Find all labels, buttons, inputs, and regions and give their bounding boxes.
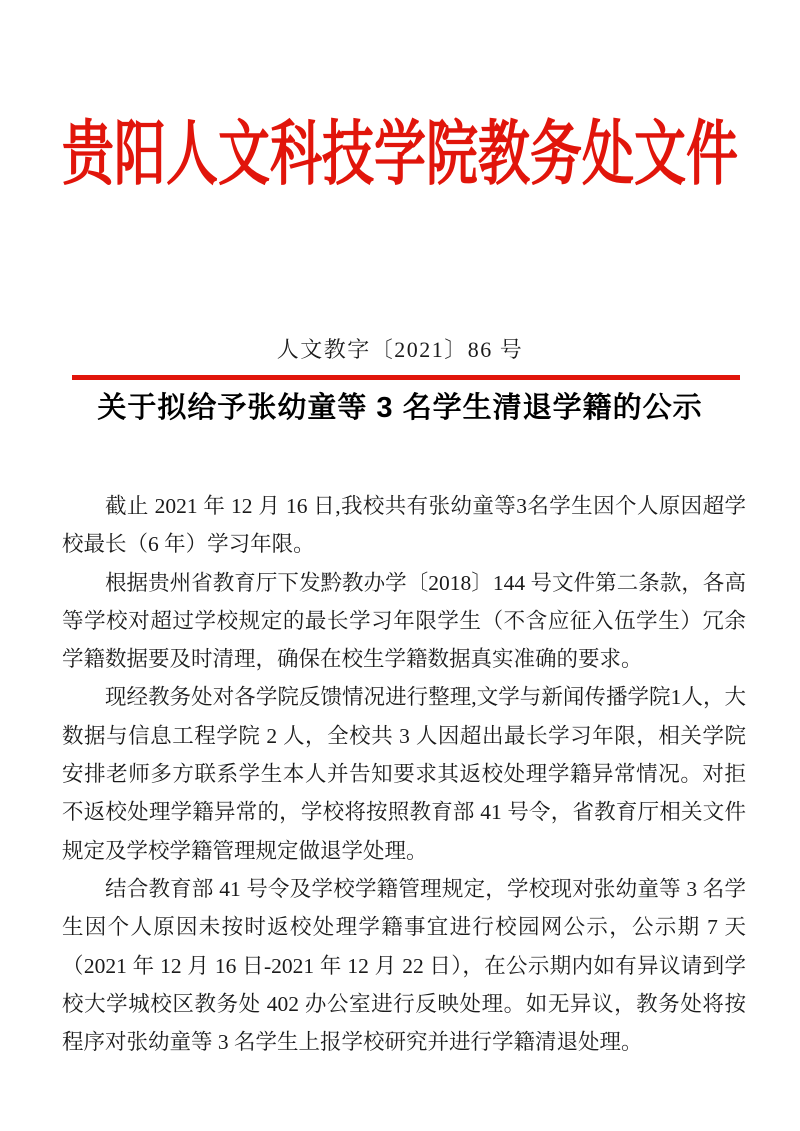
agency-header-title: 贵阳人文科技学院教务处文件 <box>61 117 738 195</box>
body-paragraph: 结合教育部 41 号令及学校学籍管理规定，学校现对张幼童等 3 名学生因个人原因未按时返校处理学籍事宜进行校园网公示，公示期 7 天（2021 年 12 月 16 日-2021 年 12 月 22 日），在公示期内如有异议请到学校大学城校区教务处 402 办公室进行反映处理。如无异议，教务处将按程序对张幼童等 3 名学生上报学校研究并进行学籍清退处理。 <box>62 876 746 1055</box>
document-title: 关于拟给予张幼童等 3 名学生清退学籍的公示 <box>97 392 703 424</box>
body-paragraph: 根据贵州省教育厅下发黔教办学〔2018〕144 号文件第二条款，各高等学校对超过学校规定的最长学习年限学生（不含应征入伍学生）冗余学籍数据要及时清理，确保在校生学籍数据真实准确的要求。 <box>62 570 746 672</box>
body-paragraph: 现经教务处对各学院反馈情况进行整理,文学与新闻传播学院1人，大数据与信息工程学院 2 人，全校共 3 人因超出最长学习年限，相关学院安排老师多方联系学生本人并告知要求其返校处理学籍异常情况。对拒不返校处理学籍异常的，学校将按照教育部 41 号令，省教育厅相关文件规定及学校学籍管理规定做退学处理。 <box>62 685 746 863</box>
body-paragraph: 截止 2021 年 12 月 16 日,我校共有张幼童等3名学生因个人原因超学校最长（6 年）学习年限。 <box>62 494 746 557</box>
document-body <box>62 487 746 1061</box>
document-number: 人文教字〔2021〕86 号 <box>276 337 524 362</box>
red-divider-line <box>72 375 740 380</box>
